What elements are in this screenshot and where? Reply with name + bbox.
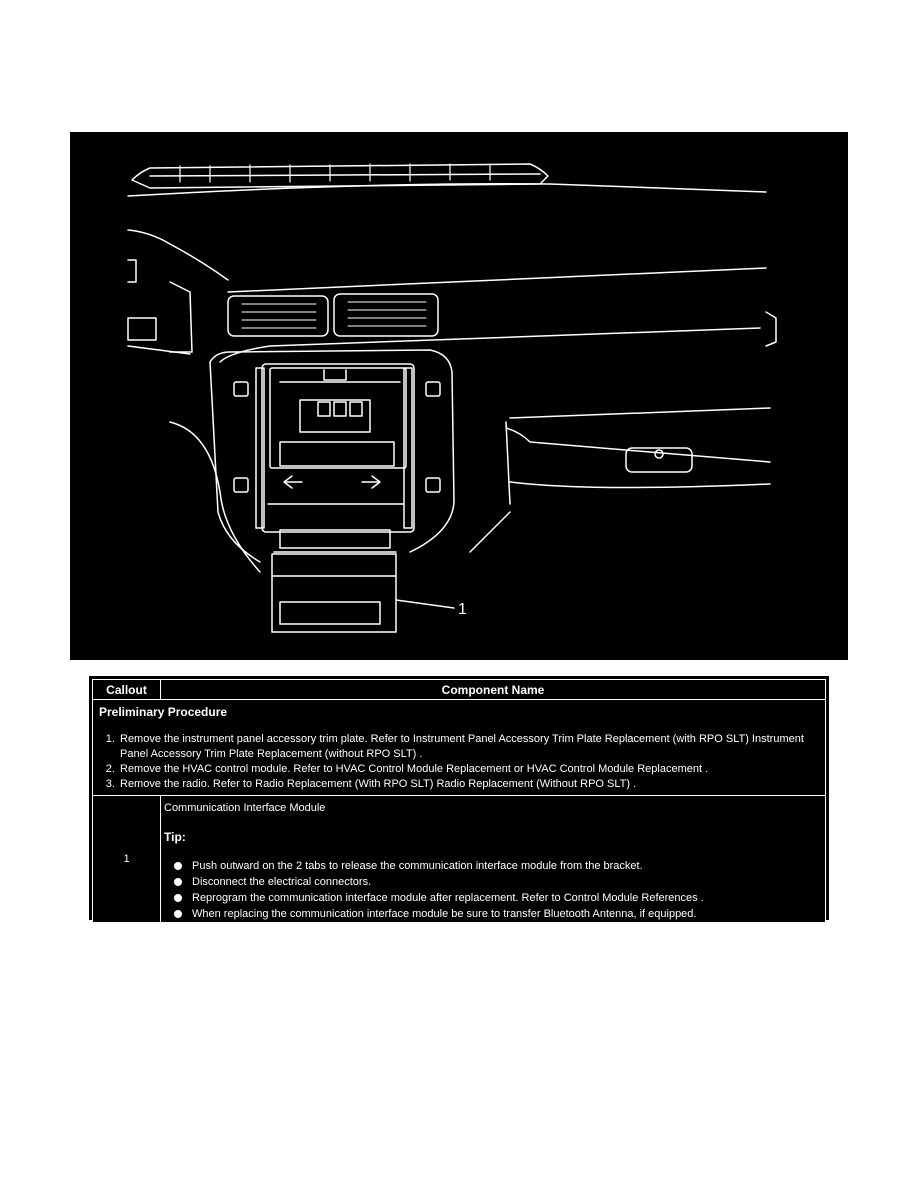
table-row — [93, 796, 826, 923]
step-2: 2. Remove the HVAC control module. Refer to HVAC Control Module Replacement or HVAC Control Module Replacement . — [118, 762, 822, 777]
bullet-icon — [174, 878, 182, 886]
step-3: 3. Remove the radio. Refer to Radio Replacement (With RPO SLT) Radio Replacement (Without RPO SLT) . — [118, 777, 822, 792]
bullet-icon — [174, 894, 182, 902]
preliminary-row — [93, 700, 826, 796]
tip-item — [174, 858, 822, 874]
step-1: 1. Remove the instrument panel accessory trim plate. Refer to Instrument Panel Accessory Trim Plate Replacement (with RPO SLT) Instrument Panel Accessory Trim Plate Replacement (without RPO SLT) . — [118, 732, 822, 762]
tip-item — [174, 874, 822, 890]
tip-text: Push outward on the 2 tabs to release the communication interface module from the bracket. — [192, 860, 643, 872]
bullet-icon — [174, 862, 182, 870]
header-callout: Callout — [93, 680, 161, 700]
tip-label: Tip: — [164, 830, 186, 844]
tip-text: Disconnect the electrical connectors. — [192, 876, 372, 888]
component-name: Communication Interface Module — [164, 802, 326, 814]
preliminary-title: Preliminary Procedure — [99, 705, 228, 719]
tip-list — [164, 858, 822, 922]
preliminary-cell — [93, 700, 826, 796]
tip-text: When replacing the communication interface module be sure to transfer Bluetooth Antenna, if equipped. — [192, 908, 697, 920]
callout-cell: 1 — [93, 796, 161, 923]
tip-item — [174, 890, 822, 906]
tip-text: Reprogram the communication interface module after replacement. Refer to Control Module References . — [192, 892, 704, 904]
callout-table — [92, 679, 826, 923]
callout-number-label: 1 — [458, 601, 467, 618]
callout-table-container — [89, 676, 829, 920]
header-component-name: Component Name — [161, 680, 826, 700]
preliminary-steps — [96, 732, 822, 792]
tip-item — [174, 906, 822, 922]
dashboard-line-drawing — [70, 132, 848, 660]
table-header-row — [93, 680, 826, 700]
dashboard-illustration — [70, 132, 848, 660]
bullet-icon — [174, 910, 182, 918]
component-cell — [161, 796, 826, 923]
